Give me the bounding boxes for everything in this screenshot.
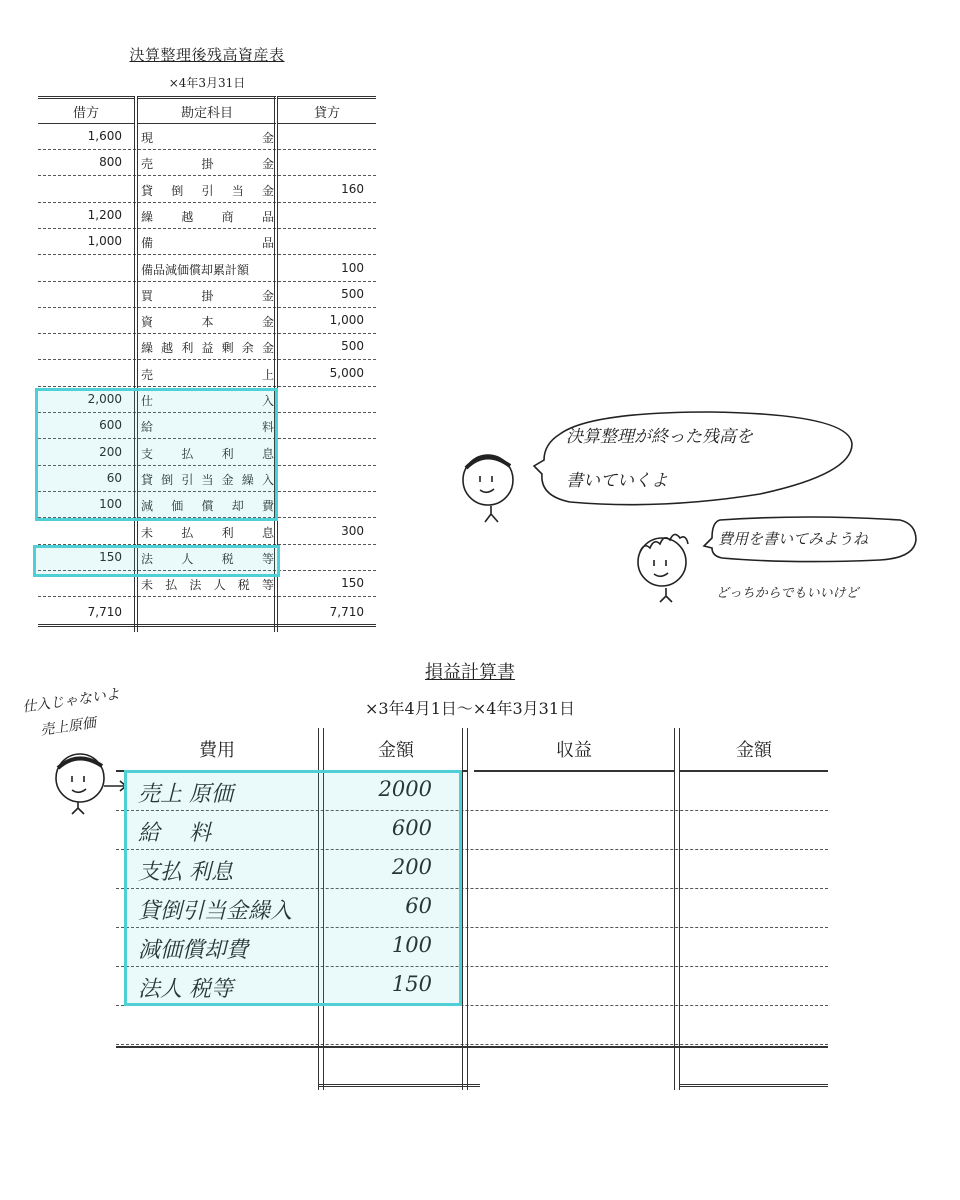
account-char: 未	[141, 578, 154, 593]
account-char: 当	[201, 472, 214, 487]
header-amount-1: 金額	[324, 728, 468, 772]
account-cell	[141, 524, 274, 541]
account-char: 貸	[141, 183, 154, 198]
account-char: 減	[141, 499, 154, 514]
account-char: 等	[261, 551, 274, 566]
account-char: 金	[261, 341, 274, 356]
expense-name: 売上 原価	[138, 782, 233, 807]
table-row	[38, 177, 376, 203]
account-char: 貸	[141, 472, 154, 487]
credit-cell: 5,000	[329, 365, 364, 380]
account-char: 入	[261, 472, 274, 487]
header-credit: 貸方	[278, 96, 376, 124]
account-char: 現	[141, 131, 154, 145]
account-char: 利	[221, 446, 234, 461]
expense-name: 法人 税等	[138, 977, 233, 1002]
left-note-line2: 売上原価	[39, 715, 97, 739]
account-char: 益	[201, 341, 214, 356]
account-char: 金	[261, 157, 274, 172]
credit-cell: 160	[341, 181, 364, 196]
expense-name: 給 料	[138, 821, 211, 846]
account-char: 費	[261, 499, 274, 514]
debit-cell: 600	[99, 418, 122, 433]
header-account: 勘定科目	[138, 96, 276, 124]
account-char: 繰	[241, 472, 254, 487]
account-char: 息	[261, 446, 274, 461]
account-cell	[141, 313, 274, 330]
side-note: どっちからでもいいけど	[716, 586, 859, 601]
account-char: 引	[201, 183, 214, 198]
table-row	[116, 1006, 828, 1045]
speech-bubble-icon	[530, 404, 860, 516]
account-char: 備品減価償却累計額	[141, 262, 250, 277]
column-divider	[674, 728, 680, 1090]
account-char: 入	[261, 394, 274, 408]
account-char: 繰	[141, 209, 154, 224]
account-cell	[141, 261, 274, 278]
tax-highlight-box	[33, 545, 280, 577]
debit-cell: 200	[99, 444, 122, 459]
account-char: 息	[261, 525, 274, 540]
account-char: 金	[261, 131, 274, 145]
income-statement-period: ×3年4月1日〜×4年3月31日	[364, 699, 576, 718]
account-char: 払	[181, 525, 194, 540]
divider	[318, 1084, 480, 1087]
account-char: 法	[141, 551, 154, 566]
account-char: 法	[189, 578, 202, 593]
expense-name: 貸倒引当金繰入	[138, 899, 293, 924]
account-char: 金	[221, 472, 234, 487]
debit-cell: 1,000	[87, 234, 122, 249]
bubble-text-2: 費用を書いてみようね	[718, 530, 869, 548]
account-char: 仕	[141, 394, 154, 408]
account-char: 税	[237, 578, 250, 593]
expense-amount: 2000	[378, 777, 432, 801]
account-char: 資	[141, 315, 154, 330]
account-cell	[141, 339, 274, 356]
debit-cell: 60	[106, 470, 122, 485]
account-char: 人	[181, 551, 194, 566]
debit-cell: 800	[99, 155, 122, 170]
account-char: 金	[261, 183, 274, 198]
credit-cell: 1,000	[329, 313, 364, 328]
table-row	[38, 282, 376, 308]
header-debit: 借方	[38, 96, 134, 124]
account-char: 償	[201, 499, 214, 514]
expense-amount: 150	[391, 972, 432, 996]
account-char: 越	[181, 209, 194, 224]
account-char: 等	[261, 578, 274, 593]
divider	[680, 1084, 828, 1087]
credit-cell: 500	[341, 339, 364, 354]
table-row	[38, 229, 376, 255]
account-char: 本	[201, 315, 214, 330]
account-cell	[141, 287, 274, 304]
debit-cell: 100	[99, 497, 122, 512]
left-note-line1: 仕入じゃないよ	[21, 686, 121, 716]
account-char: 却	[231, 499, 244, 514]
trial-balance-title: 決算整理後残高資産表	[129, 46, 285, 64]
expense-name: 支払 利息	[138, 860, 233, 885]
expense-amount: 100	[391, 933, 432, 957]
column-divider	[462, 728, 468, 1090]
account-char: 利	[221, 525, 234, 540]
total-credit: 7,710	[329, 605, 364, 620]
table-row	[38, 361, 376, 387]
expense-name: 減価償却費	[138, 938, 249, 963]
account-char: 払	[165, 578, 178, 593]
trial-balance-date: ×4年3月31日	[168, 76, 246, 90]
expense-highlight-box	[35, 388, 278, 521]
account-char: 余	[241, 341, 254, 356]
table-row	[38, 334, 376, 360]
account-char: 備	[141, 236, 154, 251]
income-statement-title: 損益計算書	[425, 662, 515, 683]
table-row	[38, 519, 376, 545]
bubble-text-line2: 書いていくよ	[566, 471, 668, 491]
account-cell	[141, 234, 274, 251]
account-char: 掛	[201, 288, 214, 303]
account-char: 繰	[141, 341, 154, 356]
divider	[116, 1046, 828, 1048]
debit-cell: 150	[99, 549, 122, 564]
account-char: 人	[213, 578, 226, 593]
account-char: 引	[181, 472, 194, 487]
credit-cell: 300	[341, 523, 364, 538]
account-char: 売	[141, 157, 154, 172]
debit-cell: 2,000	[87, 392, 122, 406]
account-char: 倒	[171, 183, 184, 198]
credit-cell: 150	[341, 576, 364, 591]
account-char: 給	[141, 420, 154, 435]
account-char: 倒	[161, 472, 174, 487]
header-amount-2: 金額	[680, 728, 828, 772]
total-row	[38, 597, 376, 627]
account-char: 剰	[221, 341, 234, 356]
table-row	[38, 124, 376, 150]
account-char: 当	[231, 183, 244, 198]
account-char: 買	[141, 288, 154, 303]
credit-cell: 100	[341, 260, 364, 275]
total-debit: 7,710	[87, 605, 122, 620]
account-cell	[141, 208, 274, 225]
account-cell	[141, 182, 274, 199]
account-char: 支	[141, 446, 154, 461]
account-cell	[141, 576, 274, 593]
account-cell	[141, 155, 274, 172]
account-char: 利	[181, 341, 194, 356]
bubble-text-line1: 決算整理が終った残高を	[566, 427, 753, 447]
header-expense: 費用	[116, 728, 318, 772]
account-char: 品	[261, 236, 274, 251]
expense-highlight-box	[124, 770, 462, 1006]
account-char: 料	[261, 420, 274, 435]
account-cell	[141, 129, 274, 146]
expense-amount: 60	[405, 894, 432, 918]
table-row	[38, 203, 376, 229]
table-row	[38, 150, 376, 176]
account-char: 売	[141, 367, 154, 382]
account-char: 金	[261, 315, 274, 330]
account-char: 税	[221, 551, 234, 566]
account-char: 金	[261, 288, 274, 303]
account-char: 価	[171, 499, 184, 514]
account-char: 掛	[201, 157, 214, 172]
account-char: 払	[181, 446, 194, 461]
debit-cell: 1,200	[87, 207, 122, 222]
credit-cell: 500	[341, 286, 364, 301]
expense-amount: 600	[391, 816, 432, 840]
table-row	[38, 256, 376, 282]
account-char: 未	[141, 525, 154, 540]
expense-amount: 200	[391, 855, 432, 879]
debit-cell: 1,600	[87, 129, 122, 143]
account-char: 品	[261, 209, 274, 224]
table-row	[38, 308, 376, 334]
account-char: 越	[161, 341, 174, 356]
account-char: 上	[261, 367, 274, 382]
header-revenue: 収益	[474, 728, 674, 772]
account-cell	[141, 366, 274, 383]
account-char: 商	[221, 209, 234, 224]
